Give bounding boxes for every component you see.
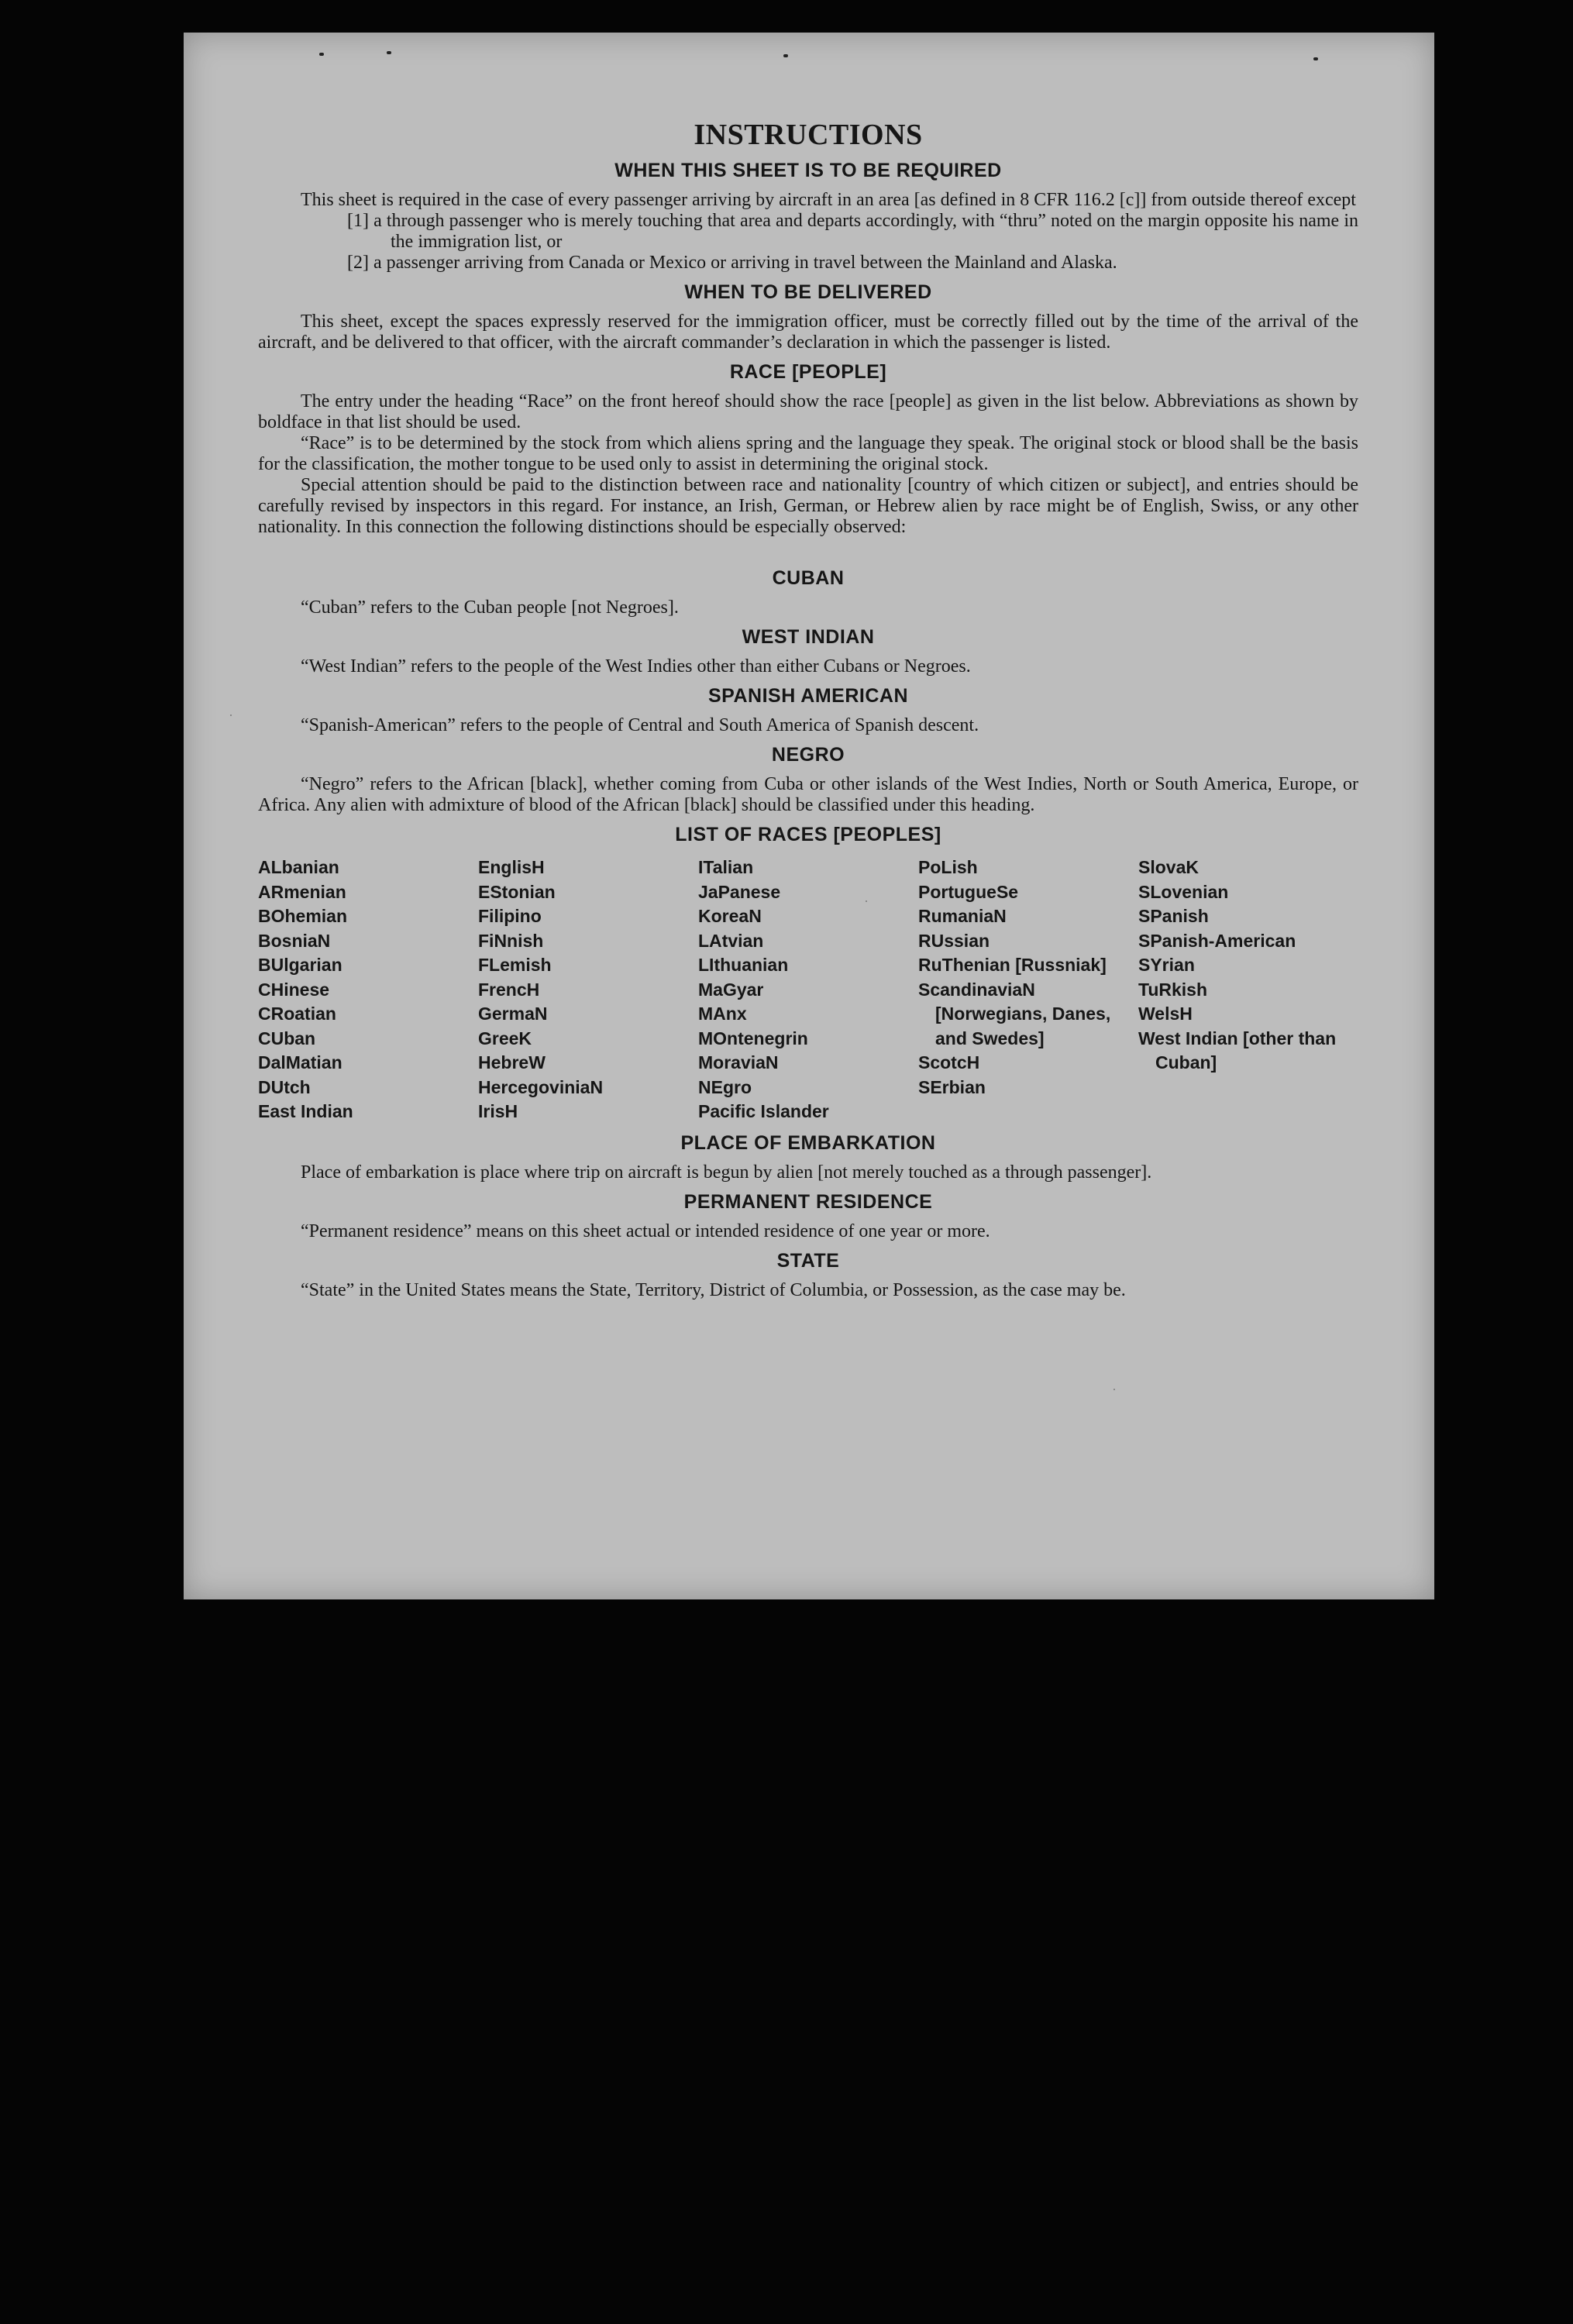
races-column-5	[1138, 856, 1358, 1124]
race-entry: WelsH	[1138, 1004, 1193, 1024]
race-entry: EnglisH	[478, 857, 545, 877]
page-title: INSTRUCTIONS	[694, 119, 923, 151]
race-entry: BosniaN	[258, 930, 331, 951]
scan-speck	[230, 714, 232, 716]
race-entry: ARmenian	[258, 881, 346, 902]
race-entry: SYrian	[1138, 955, 1195, 975]
race-entry: ITalian	[698, 857, 754, 877]
race-entry: LAtvian	[698, 930, 764, 951]
residence-text: “Permanent residence” means on this sheet actual or intended residence of one year or more.	[301, 1221, 990, 1241]
races-column-3	[698, 856, 918, 1124]
race-entry: MoraviaN	[698, 1052, 779, 1072]
scan-mark	[387, 51, 391, 54]
race-entry: DUtch	[258, 1076, 311, 1097]
race-entry: LIthuanian	[698, 955, 789, 975]
when-delivered-heading: WHEN TO BE DELIVERED	[684, 281, 932, 303]
scan-mark	[1313, 57, 1318, 60]
scan-mark	[783, 54, 788, 57]
race-entry: Filipino	[478, 906, 542, 926]
race-entry: CRoatian	[258, 1004, 336, 1024]
race-entry: EStonian	[478, 881, 556, 902]
race-entry: MAnx	[698, 1004, 747, 1024]
races-column-2	[478, 856, 698, 1124]
race-entry: FLemish	[478, 955, 552, 975]
race-heading: RACE [PEOPLE]	[729, 361, 887, 383]
race-entry: JaPanese	[698, 881, 781, 902]
race-entry: DalMatian	[258, 1052, 342, 1072]
races-column-4	[918, 856, 1138, 1124]
races-column-1	[258, 856, 478, 1124]
race-entry: NEgro	[698, 1076, 752, 1097]
race-entry: West Indian [other than Cuban]	[1138, 1028, 1337, 1072]
race-entry: KoreaN	[698, 906, 762, 926]
race-entry: CHinese	[258, 979, 330, 1000]
race-entry: SLovenian	[1138, 881, 1229, 902]
races-list	[258, 856, 1358, 1124]
race-paragraph-1: The entry under the heading “Race” on the front hereof should show the race [people] as given in the list below. Abbreviations as shown by boldface in that list should be used.	[258, 391, 1358, 432]
negro-text: “Negro” refers to the African [black], whether coming from Cuba or other islands of the West Indies, North or South America, Europe, or Africa. Any alien with admixture of blood of the African [black] should be classified under this heading.	[258, 774, 1358, 815]
race-entry: BOhemian	[258, 906, 348, 926]
race-entry: Pacific Islander	[698, 1101, 829, 1121]
race-entry: IrisH	[478, 1101, 518, 1121]
embarkation-heading: PLACE OF EMBARKATION	[680, 1131, 936, 1154]
race-entry: HebreW	[478, 1052, 546, 1072]
negro-heading: NEGRO	[771, 744, 845, 766]
race-entry: HercegoviniaN	[478, 1076, 604, 1097]
race-entry: PortugueSe	[918, 881, 1019, 902]
race-entry: BUlgarian	[258, 955, 342, 975]
race-entry: RumaniaN	[918, 906, 1007, 926]
exception-item-2: [2] a passenger arriving from Canada or Mexico or arriving in travel between the Mainland and Alaska.	[347, 253, 1117, 273]
race-entry: SErbian	[918, 1076, 986, 1097]
spanish-american-text: “Spanish-American” refers to the people of Central and South America of Spanish descent.	[301, 715, 979, 735]
races-list-heading: LIST OF RACES [PEOPLES]	[675, 824, 941, 845]
embarkation-text: Place of embarkation is place where trip on aircraft is begun by alien [not merely touched as a through passenger].	[301, 1162, 1152, 1183]
race-paragraph-3: Special attention should be paid to the distinction between race and nationality [country of which citizen or subject], and entries should be carefully revised by inspectors in this regard. For instance, an Irish, German, or Hebrew alien by race might be of English, Swiss, or any other nationality. In this connection the following distinctions should be especially observed:	[258, 475, 1358, 537]
race-entry: RuThenian [Russniak]	[918, 955, 1107, 975]
scanned-document-page	[184, 33, 1434, 1599]
west-indian-heading: WEST INDIAN	[742, 626, 875, 648]
race-entry: TuRkish	[1138, 979, 1208, 1000]
race-entry: MOntenegrin	[698, 1028, 808, 1048]
race-entry: SlovaK	[1138, 857, 1199, 877]
race-paragraph-2: “Race” is to be determined by the stock from which aliens spring and the language they speak. The original stock or blood shall be the basis for the classification, the mother tongue to be used only to assist in determining the original stock.	[258, 433, 1358, 474]
when-delivered-text: This sheet, except the spaces expressly reserved for the immigration officer, must be correctly filled out by the time of the arrival of the aircraft, and be delivered to that officer, with the aircraft commander’s declaration in which the passenger is listed.	[258, 312, 1358, 353]
state-heading: STATE	[776, 1249, 840, 1272]
scan-mark	[319, 53, 324, 56]
cuban-heading: CUBAN	[772, 567, 845, 589]
race-entry: East Indian	[258, 1101, 353, 1121]
when-required-intro: This sheet is required in the case of every passenger arriving by aircraft in an area [as defined in 8 CFR 116.2 [c]] from outside thereof except	[301, 190, 1356, 210]
race-entry: ScotcH	[918, 1052, 980, 1072]
race-entry: SPanish-American	[1138, 930, 1296, 951]
race-entry: SPanish	[1138, 906, 1209, 926]
instructions-content	[258, 118, 1358, 1301]
spanish-american-heading: SPANISH AMERICAN	[707, 685, 908, 707]
race-entry: FiNnish	[478, 930, 544, 951]
scan-speck	[1113, 1389, 1115, 1390]
exception-item-1: [1] a through passenger who is merely touching that area and departs accordingly, with “thru” noted on the margin opposite his name in the immigration list, or	[347, 211, 1358, 252]
race-entry: RUssian	[918, 930, 990, 951]
race-entry: FrencH	[478, 979, 540, 1000]
race-entry: ScandinaviaN [Norwegians, Danes, and Swedes]	[918, 979, 1111, 1048]
residence-heading: PERMANENT RESIDENCE	[683, 1190, 933, 1213]
race-entry: GreeK	[478, 1028, 532, 1048]
race-entry: PoLish	[918, 857, 978, 877]
west-indian-text: “West Indian” refers to the people of the West Indies other than either Cubans or Negroes.	[301, 656, 971, 677]
race-entry: CUban	[258, 1028, 316, 1048]
race-entry: ALbanian	[258, 857, 339, 877]
cuban-text: “Cuban” refers to the Cuban people [not Negroes].	[301, 597, 679, 618]
race-entry: MaGyar	[698, 979, 764, 1000]
race-entry: GermaN	[478, 1004, 548, 1024]
state-text: “State” in the United States means the State, Territory, District of Columbia, or Possession, as the case may be.	[301, 1279, 1126, 1300]
when-required-heading: WHEN THIS SHEET IS TO BE REQUIRED	[614, 160, 1002, 181]
